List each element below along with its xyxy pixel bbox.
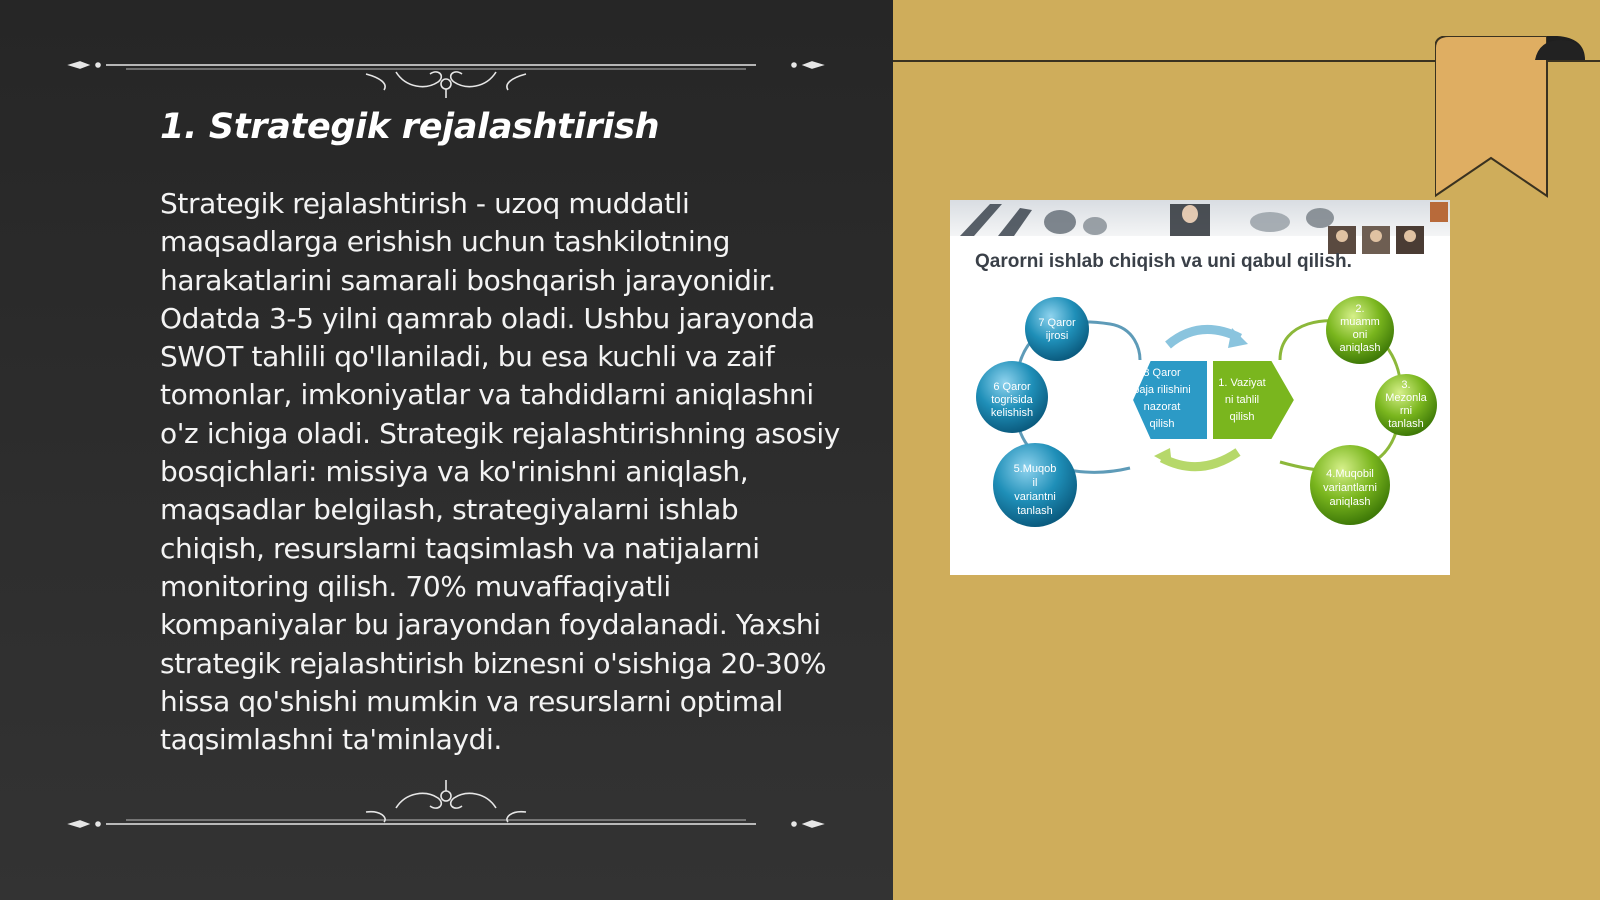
- node-label: 5.Muqob: [1013, 463, 1057, 475]
- node-label: aniqlash: [1339, 342, 1381, 354]
- slide-body-text: Strategik rejalashtirish - uzoq muddatli maqsadlarga erishish uchun tashkilotning harakatlarini samarali boshqarish jarayonidir. Odatda 3-5 yilni qamrab oladi. Ushbu jarayonda SWOT tahlili qo'llaniladi, bu esa kuchli va zaif tomonlar, imkoniyatlar va tahdidlarni aniqlashni o'z ichiga oladi. Strategik rejalashtirishning asosiy bosqichlari: missiya va ko'rinishni aniqlash, maqsadlar belgilash, strategiyalarni ishlab chiqish, resurslarni taqsimlash va natijalarni monitoring qilish. 70% muvaffaqiyatli kompaniyalar bu jarayondan foydalanadi. Yaxshi strategik rejalashtirish biznesni o'sishiga 20-30% hissa qo'shishi mumkin va resurslarni optimal taqsimlashni ta'minlaydi.: [160, 187, 840, 757]
- center-left-line: qilish: [1149, 418, 1175, 430]
- node-green: [1326, 296, 1394, 364]
- node-label: 6 Qaror: [993, 381, 1031, 393]
- node-blue: [976, 361, 1048, 433]
- node-label: variantlarni: [1323, 482, 1377, 494]
- ornamental-divider-bottom: [66, 778, 826, 838]
- node-label: muamm: [1340, 316, 1380, 328]
- node-label: rni: [1399, 405, 1413, 417]
- node-label: tanlash: [1388, 418, 1424, 430]
- node-label: tanlash: [1017, 505, 1053, 517]
- center-left-line: nazorat: [1143, 401, 1181, 413]
- bookmark-ribbon-icon: [1435, 36, 1585, 200]
- diagram-title: Qarorni ishlab chiqish va uni qabul qilish.: [975, 251, 1352, 272]
- center-right-line: 1. Vaziyat: [1218, 377, 1266, 389]
- center-left-line: 8 Qaror: [1143, 367, 1181, 379]
- slide-title: 1. Strategik rejalashtirish: [160, 107, 660, 147]
- node-label: togrisida: [991, 394, 1033, 406]
- node-label: kelishish: [990, 407, 1034, 419]
- node-blue: [1025, 297, 1089, 361]
- node-green: [1310, 445, 1390, 525]
- node-label: 2.: [1355, 303, 1365, 315]
- node-label: aniqlash: [1329, 496, 1371, 508]
- node-label: variantni: [1014, 491, 1056, 503]
- node-label: ijrosi: [1045, 330, 1069, 342]
- node-green: [1375, 374, 1437, 436]
- node-label: Mezonla: [1385, 392, 1427, 404]
- center-right-line: qilish: [1229, 411, 1255, 423]
- node-label: 7 Qaror: [1038, 317, 1076, 329]
- node-blue: [993, 443, 1077, 527]
- node-label: il: [1032, 477, 1038, 489]
- ornamental-divider-top: [66, 38, 826, 98]
- center-left-line: baja rilishini: [1133, 384, 1191, 396]
- node-label: oni: [1352, 329, 1368, 341]
- decision-cycle-diagram: [950, 200, 1450, 575]
- node-label: 3.: [1401, 379, 1411, 391]
- diagram-canvas: [950, 200, 1450, 575]
- node-label: 4.Muqobil: [1326, 468, 1374, 480]
- center-right-line: ni tahlil: [1224, 394, 1260, 406]
